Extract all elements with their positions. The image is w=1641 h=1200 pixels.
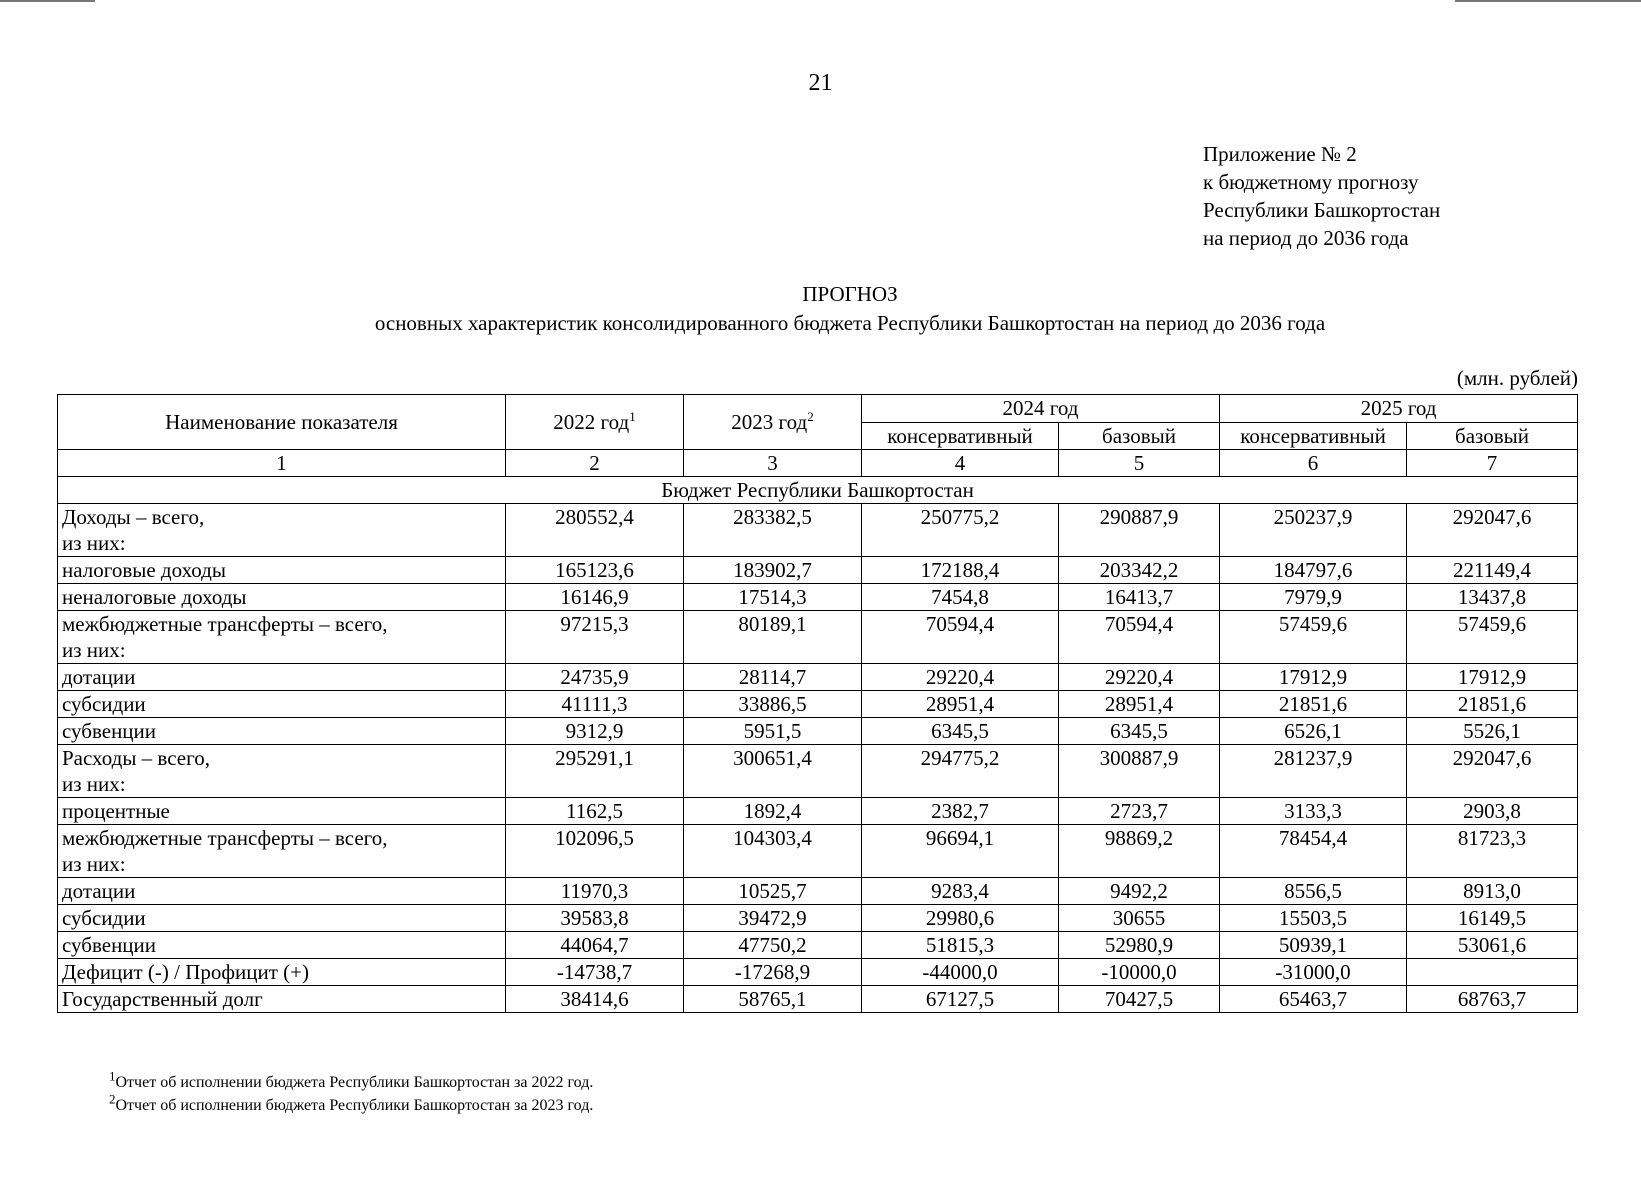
value-cell: 51815,3 bbox=[862, 932, 1059, 959]
row-label bbox=[58, 611, 506, 664]
value-cell: 183902,7 bbox=[684, 557, 862, 584]
value-cell: 39583,8 bbox=[506, 905, 684, 932]
value-cell: 10525,7 bbox=[684, 878, 862, 905]
row-label-subtext: из них: bbox=[62, 852, 126, 876]
value-cell: 250775,2 bbox=[862, 504, 1059, 557]
table-row bbox=[58, 905, 1578, 932]
table-row bbox=[58, 825, 1578, 878]
budget-forecast-table bbox=[57, 394, 1578, 1013]
value-cell: 70594,4 bbox=[862, 611, 1059, 664]
column-number: 5 bbox=[1059, 450, 1220, 477]
value-cell: 38414,6 bbox=[506, 986, 684, 1013]
value-cell: 9492,2 bbox=[1059, 878, 1220, 905]
table-body bbox=[58, 477, 1578, 1013]
column-number: 6 bbox=[1220, 450, 1407, 477]
table-row bbox=[58, 504, 1578, 557]
table-row bbox=[58, 664, 1578, 691]
row-label bbox=[58, 691, 506, 718]
value-cell: 17912,9 bbox=[1220, 664, 1407, 691]
value-cell: 6345,5 bbox=[862, 718, 1059, 745]
value-cell: 58765,1 bbox=[684, 986, 862, 1013]
row-label-text: Расходы – всего, bbox=[62, 746, 210, 770]
value-cell: 33886,5 bbox=[684, 691, 862, 718]
value-cell: 44064,7 bbox=[506, 932, 684, 959]
value-cell: 5526,1 bbox=[1407, 718, 1578, 745]
table-row bbox=[58, 878, 1578, 905]
value-cell: 30655 bbox=[1059, 905, 1220, 932]
value-cell: 39472,9 bbox=[684, 905, 862, 932]
value-cell: 300651,4 bbox=[684, 745, 862, 798]
value-cell: 1162,5 bbox=[506, 798, 684, 825]
value-cell: 16149,5 bbox=[1407, 905, 1578, 932]
column-number: 3 bbox=[684, 450, 862, 477]
row-label bbox=[58, 798, 506, 825]
header-2024-conservative: консервативный bbox=[862, 422, 1059, 450]
row-label-text: субвенции bbox=[62, 719, 157, 743]
value-cell: 67127,5 bbox=[862, 986, 1059, 1013]
row-label bbox=[58, 504, 506, 557]
header-2022 bbox=[506, 395, 684, 450]
table-row bbox=[58, 798, 1578, 825]
value-cell: -31000,0 bbox=[1220, 959, 1407, 986]
value-cell: 28951,4 bbox=[862, 691, 1059, 718]
value-cell: -14738,7 bbox=[506, 959, 684, 986]
row-label-text: субсидии bbox=[62, 906, 146, 930]
footnote bbox=[109, 1091, 594, 1117]
table-row bbox=[58, 932, 1578, 959]
value-cell: 80189,1 bbox=[684, 611, 862, 664]
value-cell: 281237,9 bbox=[1220, 745, 1407, 798]
appendix-line: к бюджетному прогнозу bbox=[1203, 170, 1419, 194]
value-cell: 7979,9 bbox=[1220, 584, 1407, 611]
table-row bbox=[58, 986, 1578, 1013]
value-cell: 81723,3 bbox=[1407, 825, 1578, 878]
value-cell: 47750,2 bbox=[684, 932, 862, 959]
value-cell: 13437,8 bbox=[1407, 584, 1578, 611]
value-cell: 65463,7 bbox=[1220, 986, 1407, 1013]
value-cell: 165123,6 bbox=[506, 557, 684, 584]
appendix-reference bbox=[1203, 140, 1440, 252]
row-label-text: неналоговые доходы bbox=[62, 585, 247, 609]
value-cell: 70427,5 bbox=[1059, 986, 1220, 1013]
table-row bbox=[58, 691, 1578, 718]
value-cell: 57459,6 bbox=[1220, 611, 1407, 664]
row-label-text: субсидии bbox=[62, 692, 146, 716]
top-edge-line bbox=[0, 0, 1641, 2]
row-label-subtext: из них: bbox=[62, 772, 126, 796]
value-cell: 9312,9 bbox=[506, 718, 684, 745]
row-label-text: межбюджетные трансферты – всего, bbox=[62, 826, 388, 850]
value-cell: 68763,7 bbox=[1407, 986, 1578, 1013]
footnote-text: Отчет об исполнении бюджета Республики Башкортостан за 2022 год. bbox=[115, 1074, 594, 1091]
value-cell: 11970,3 bbox=[506, 878, 684, 905]
value-cell: 1892,4 bbox=[684, 798, 862, 825]
value-cell: 57459,6 bbox=[1407, 611, 1578, 664]
value-cell: 96694,1 bbox=[862, 825, 1059, 878]
value-cell: 2723,7 bbox=[1059, 798, 1220, 825]
value-cell: 184797,6 bbox=[1220, 557, 1407, 584]
value-cell: 294775,2 bbox=[862, 745, 1059, 798]
footnote bbox=[109, 1068, 594, 1094]
value-cell: 41111,3 bbox=[506, 691, 684, 718]
column-number: 4 bbox=[862, 450, 1059, 477]
value-cell: 3133,3 bbox=[1220, 798, 1407, 825]
value-cell: 102096,5 bbox=[506, 825, 684, 878]
header-2022-label: 2022 год bbox=[553, 410, 630, 434]
value-cell: 29980,6 bbox=[862, 905, 1059, 932]
value-cell: 16146,9 bbox=[506, 584, 684, 611]
value-cell: 221149,4 bbox=[1407, 557, 1578, 584]
row-label bbox=[58, 959, 506, 986]
value-cell: -44000,0 bbox=[862, 959, 1059, 986]
value-cell: 17514,3 bbox=[684, 584, 862, 611]
value-cell: 7454,8 bbox=[862, 584, 1059, 611]
row-label bbox=[58, 664, 506, 691]
value-cell: 52980,9 bbox=[1059, 932, 1220, 959]
value-cell: -10000,0 bbox=[1059, 959, 1220, 986]
table-row bbox=[58, 959, 1578, 986]
value-cell bbox=[1407, 959, 1578, 986]
value-cell: 6345,5 bbox=[1059, 718, 1220, 745]
value-cell: 29220,4 bbox=[862, 664, 1059, 691]
footnote-text: Отчет об исполнении бюджета Республики Башкортостан за 2023 год. bbox=[115, 1097, 594, 1114]
value-cell: -17268,9 bbox=[684, 959, 862, 986]
value-cell: 290887,9 bbox=[1059, 504, 1220, 557]
header-indicator-name: Наименование показателя bbox=[58, 395, 506, 450]
value-cell: 292047,6 bbox=[1407, 504, 1578, 557]
value-cell: 53061,6 bbox=[1407, 932, 1578, 959]
value-cell: 28951,4 bbox=[1059, 691, 1220, 718]
row-label bbox=[58, 905, 506, 932]
value-cell: 21851,6 bbox=[1407, 691, 1578, 718]
value-cell: 8913,0 bbox=[1407, 878, 1578, 905]
value-cell: 8556,5 bbox=[1220, 878, 1407, 905]
row-label-subtext: из них: bbox=[62, 638, 126, 662]
table-row bbox=[58, 718, 1578, 745]
table-row bbox=[58, 745, 1578, 798]
value-cell: 21851,6 bbox=[1220, 691, 1407, 718]
table-row bbox=[58, 557, 1578, 584]
header-2025: 2025 год bbox=[1220, 395, 1578, 423]
table-row bbox=[58, 584, 1578, 611]
value-cell: 16413,7 bbox=[1059, 584, 1220, 611]
footnote-ref: 2 bbox=[807, 409, 814, 424]
header-2025-base: базовый bbox=[1407, 422, 1578, 450]
value-cell: 17912,9 bbox=[1407, 664, 1578, 691]
value-cell: 97215,3 bbox=[506, 611, 684, 664]
value-cell: 24735,9 bbox=[506, 664, 684, 691]
footnote-ref: 1 bbox=[629, 409, 636, 424]
row-label-text: налоговые доходы bbox=[62, 558, 226, 582]
appendix-line: Приложение № 2 bbox=[1203, 142, 1357, 166]
column-number: 2 bbox=[506, 450, 684, 477]
column-number: 7 bbox=[1407, 450, 1578, 477]
row-label bbox=[58, 932, 506, 959]
row-label-text: субвенции bbox=[62, 933, 157, 957]
header-2024: 2024 год bbox=[862, 395, 1220, 423]
footnote-mark: 1 bbox=[109, 1068, 116, 1084]
row-label bbox=[58, 718, 506, 745]
header-2023 bbox=[684, 395, 862, 450]
row-label bbox=[58, 878, 506, 905]
value-cell: 70594,4 bbox=[1059, 611, 1220, 664]
value-cell: 104303,4 bbox=[684, 825, 862, 878]
row-label-text: дотации bbox=[62, 879, 136, 903]
appendix-line: Республики Башкортостан bbox=[1203, 198, 1441, 222]
row-label-text: межбюджетные трансферты – всего, bbox=[62, 612, 388, 636]
header-2024-base: базовый bbox=[1059, 422, 1220, 450]
table-row bbox=[58, 611, 1578, 664]
value-cell: 6526,1 bbox=[1220, 718, 1407, 745]
appendix-line: на период до 2036 года bbox=[1203, 226, 1409, 250]
section-row bbox=[58, 477, 1578, 504]
units-label: (млн. рублей) bbox=[1456, 366, 1578, 390]
page-number: 21 bbox=[808, 70, 833, 96]
value-cell: 300887,9 bbox=[1059, 745, 1220, 798]
document-title: ПРОГНОЗ bbox=[802, 282, 898, 306]
row-label bbox=[58, 825, 506, 878]
value-cell: 5951,5 bbox=[684, 718, 862, 745]
value-cell: 50939,1 bbox=[1220, 932, 1407, 959]
footnotes bbox=[109, 1068, 594, 1117]
header-2023-label: 2023 год bbox=[731, 410, 808, 434]
value-cell: 9283,4 bbox=[862, 878, 1059, 905]
row-label-text: дотации bbox=[62, 665, 136, 689]
value-cell: 15503,5 bbox=[1220, 905, 1407, 932]
value-cell: 203342,2 bbox=[1059, 557, 1220, 584]
row-label bbox=[58, 584, 506, 611]
row-label-text: Дефицит (-) / Профицит (+) bbox=[62, 960, 309, 984]
value-cell: 172188,4 bbox=[862, 557, 1059, 584]
value-cell: 98869,2 bbox=[1059, 825, 1220, 878]
row-label bbox=[58, 745, 506, 798]
row-label-text: Доходы – всего, bbox=[62, 505, 205, 529]
value-cell: 29220,4 bbox=[1059, 664, 1220, 691]
value-cell: 28114,7 bbox=[684, 664, 862, 691]
row-label-text: Государственный долг bbox=[62, 987, 263, 1011]
value-cell: 2382,7 bbox=[862, 798, 1059, 825]
row-label-text: процентные bbox=[62, 799, 170, 823]
value-cell: 295291,1 bbox=[506, 745, 684, 798]
value-cell: 283382,5 bbox=[684, 504, 862, 557]
value-cell: 280552,4 bbox=[506, 504, 684, 557]
footnote-mark: 2 bbox=[109, 1091, 116, 1107]
value-cell: 78454,4 bbox=[1220, 825, 1407, 878]
header-2025-conservative: консервативный bbox=[1220, 422, 1407, 450]
document-subtitle: основных характеристик консолидированного бюджета Республики Башкортостан на период до 2036 года bbox=[374, 311, 1326, 335]
value-cell: 250237,9 bbox=[1220, 504, 1407, 557]
row-label bbox=[58, 557, 506, 584]
value-cell: 292047,6 bbox=[1407, 745, 1578, 798]
section-title: Бюджет Республики Башкортостан bbox=[58, 477, 1578, 504]
column-number: 1 bbox=[58, 450, 506, 477]
column-numbers-row bbox=[58, 450, 1578, 477]
row-label-subtext: из них: bbox=[62, 531, 126, 555]
row-label bbox=[58, 986, 506, 1013]
value-cell: 2903,8 bbox=[1407, 798, 1578, 825]
